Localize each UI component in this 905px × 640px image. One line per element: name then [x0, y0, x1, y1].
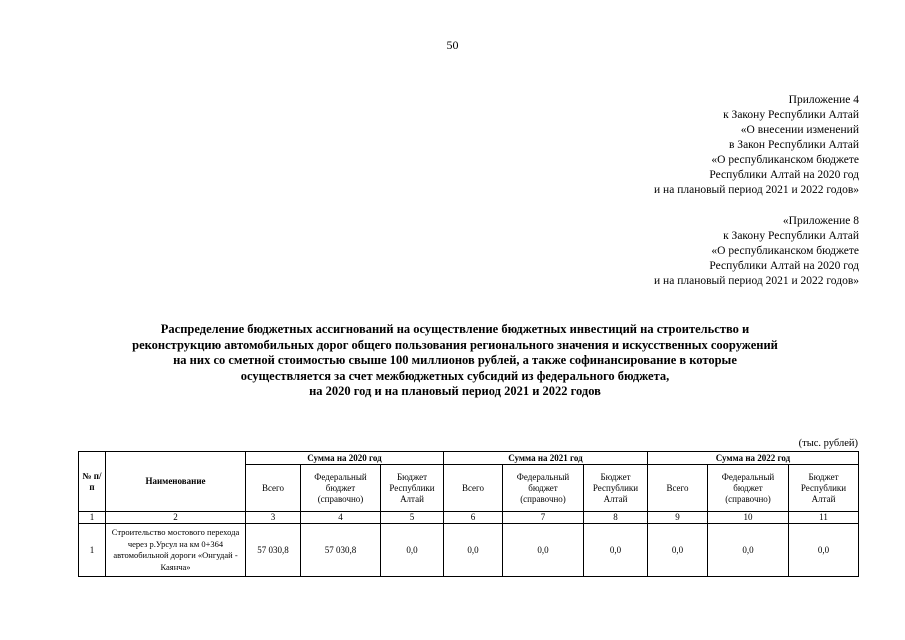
appendix-4-line: в Закон Республики Алтай	[729, 139, 859, 151]
value-total-2022: 0,0	[648, 524, 708, 577]
subheader-total-2020: Всего	[246, 465, 301, 512]
header-group-2020: Сумма на 2020 год	[246, 452, 444, 465]
subheader-federal-2021: Федеральный бюджет (справочно)	[503, 465, 584, 512]
appendix-4-line: «О внесении изменений	[740, 124, 859, 136]
column-number-row	[79, 512, 859, 524]
subheader-total-2021: Всего	[444, 465, 503, 512]
appendix-4-header	[654, 93, 859, 198]
value-total-2021: 0,0	[444, 524, 503, 577]
table-row	[79, 524, 859, 577]
appendix-4-line: Республики Алтай на 2020 год	[709, 169, 859, 181]
subheader-republic-2021: Бюджет Республики Алтай	[584, 465, 648, 512]
document-title	[60, 322, 850, 400]
value-federal-2022: 0,0	[708, 524, 789, 577]
units-label: (тыс. рублей)	[798, 438, 858, 449]
title-line: реконструкцию автомобильных дорог общего пользования регионального значения и искусственных сооружений	[132, 337, 778, 352]
column-number: 6	[444, 512, 503, 524]
column-number: 7	[503, 512, 584, 524]
value-federal-2020: 57 030,8	[301, 524, 381, 577]
subheader-total-2022: Всего	[648, 465, 708, 512]
value-total-2020: 57 030,8	[246, 524, 301, 577]
value-republic-2022: 0,0	[789, 524, 859, 577]
appendix-4-line: к Закону Республики Алтай	[723, 109, 859, 121]
column-number: 2	[106, 512, 246, 524]
subheader-federal-2020: Федеральный бюджет (справочно)	[301, 465, 381, 512]
header-group-2022: Сумма на 2022 год	[648, 452, 859, 465]
value-federal-2021: 0,0	[503, 524, 584, 577]
subheader-republic-2022: Бюджет Республики Алтай	[789, 465, 859, 512]
row-number: 1	[79, 524, 106, 577]
title-line: осуществляется за счет межбюджетных субсидий из федерального бюджета,	[240, 368, 670, 383]
value-republic-2021: 0,0	[584, 524, 648, 577]
appendix-8-line: «Приложение 8	[782, 215, 859, 227]
header-name: Наименование	[106, 452, 246, 512]
title-line: Распределение бюджетных ассигнований на осуществление бюджетных инвестиций на строительство и	[160, 322, 750, 336]
subheader-federal-2022: Федеральный бюджет (справочно)	[708, 465, 789, 512]
appendix-8-line: к Закону Республики Алтай	[723, 230, 859, 242]
row-name: Строительство мостового перехода через р.Урсул на км 0+364 автомобильной дороги «Онгудай - Каянча»	[106, 524, 246, 577]
header-number: № п/п	[79, 452, 106, 512]
appendix-8-line: «О республиканском бюджете	[711, 245, 859, 257]
column-number: 10	[708, 512, 789, 524]
column-number: 8	[584, 512, 648, 524]
subheader-republic-2020: Бюджет Республики Алтай	[381, 465, 444, 512]
budget-table	[78, 451, 859, 577]
page-number: 50	[446, 38, 459, 52]
appendix-8-line: и на плановый период 2021 и 2022 годов»	[654, 275, 859, 287]
appendix-8-header	[654, 214, 859, 289]
title-line: на 2020 год и на плановый период 2021 и 2022 годов	[309, 384, 601, 398]
appendix-8-line: Республики Алтай на 2020 год	[709, 260, 859, 272]
column-number: 1	[79, 512, 106, 524]
column-number: 4	[301, 512, 381, 524]
appendix-4-line: «О республиканском бюджете	[711, 154, 859, 166]
column-number: 5	[381, 512, 444, 524]
column-number: 3	[246, 512, 301, 524]
column-number: 9	[648, 512, 708, 524]
appendix-4-line: Приложение 4	[788, 94, 859, 106]
column-number: 11	[789, 512, 859, 524]
title-line: на них со сметной стоимостью свыше 100 миллионов рублей, а также софинансирование в которые	[173, 353, 737, 367]
value-republic-2020: 0,0	[381, 524, 444, 577]
header-group-2021: Сумма на 2021 год	[444, 452, 648, 465]
table-header-row	[79, 452, 859, 465]
appendix-4-line: и на плановый период 2021 и 2022 годов»	[654, 184, 859, 196]
